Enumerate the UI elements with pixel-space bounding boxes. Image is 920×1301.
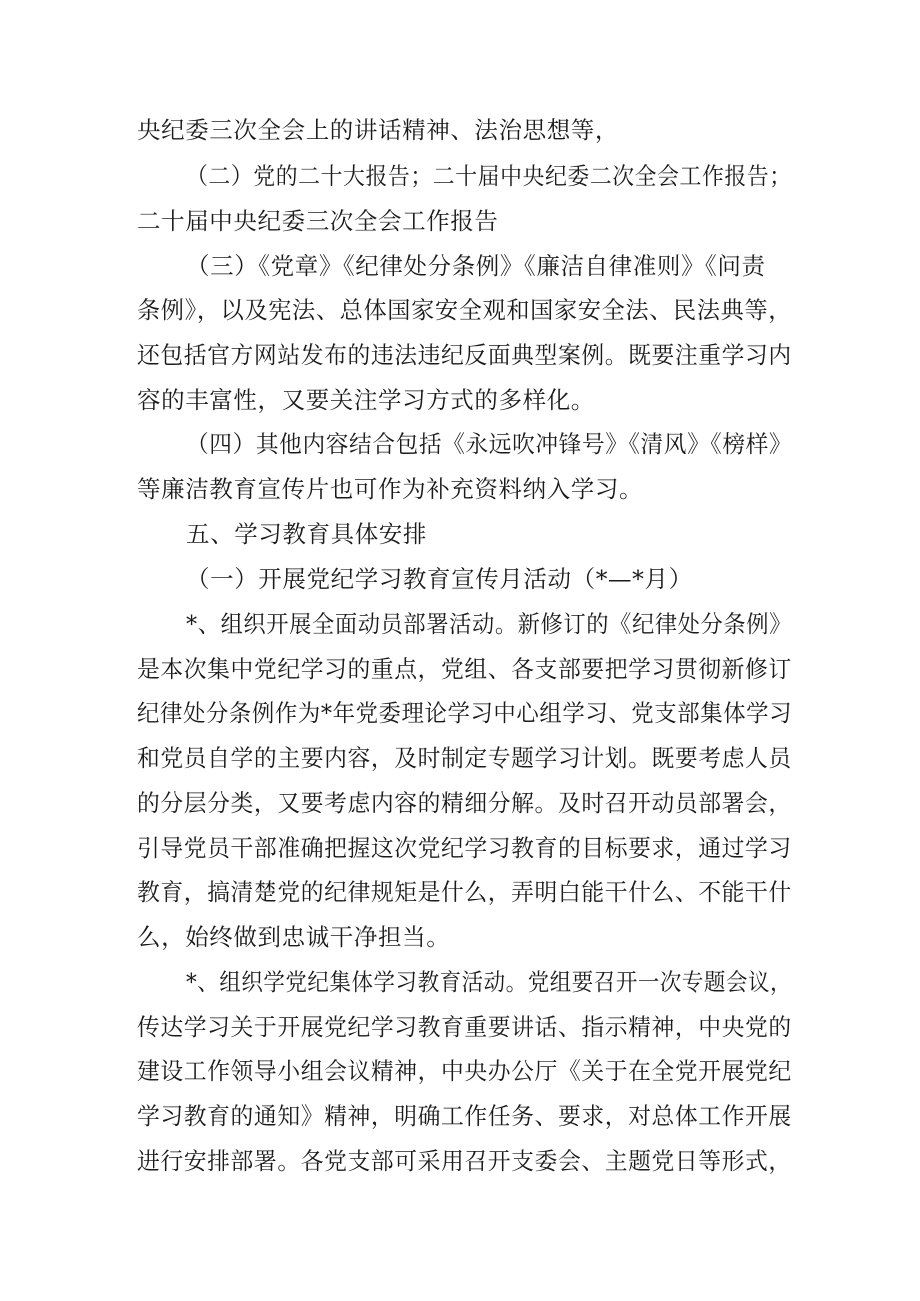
text-line-4: （三）《党章》《纪律处分条例》《廉洁自律准则》《问责 (186, 252, 766, 280)
text-line-1: 央纪委三次全会上的讲话精神、法治思想等， (137, 116, 619, 144)
text-line-8: （四）其他内容结合包括《永远吹冲锋号》《清风》《榜样》 (186, 430, 793, 458)
text-line-2: （二）党的二十大报告；二十届中央纪委二次全会工作报告； (186, 162, 792, 190)
text-line-15: 和党员自学的主要内容，及时制定专题学习计划。既要考虑人员 (137, 744, 792, 772)
text-line-12: *、组织开展全面动员部署活动。新修订的《纪律处分条例》 (186, 610, 792, 638)
text-line-14: 纪律处分条例作为*年党委理论学习中心组学习、党支部集体学习 (137, 699, 793, 727)
text-line-17: 引导党员干部准确把握这次党纪学习教育的目标要求，通过学习 (137, 834, 792, 862)
text-line-22: 建设工作领导小组会议精神，中央办公厅《关于在全党开展党纪 (137, 1057, 792, 1085)
text-line-21: 传达学习关于开展党纪学习教育重要讲话、指示精神，中央党的 (137, 1013, 792, 1041)
section-heading: 五、学习教育具体安排 (186, 520, 427, 548)
subsection-heading: （一）开展党纪学习教育宣传月活动（*—*月） (186, 565, 693, 593)
text-line-18: 教育，搞清楚党的纪律规矩是什么，弄明白能干什么、不能干什 (137, 878, 792, 906)
text-line-6: 还包括官方网站发布的违法违纪反面典型案例。既要注重学习内 (137, 341, 792, 369)
text-line-20: *、组织学党纪集体学习教育活动。党组要召开一次专题会议， (186, 968, 793, 996)
text-line-9: 等廉洁教育宣传片也可作为补充资料纳入学习。 (137, 475, 644, 503)
text-line-5: 条例》，以及宪法、总体国家安全观和国家安全法、民法典等， (137, 296, 793, 324)
text-line-23: 学习教育的通知》精神，明确工作任务、要求，对总体工作开展 (137, 1102, 792, 1130)
text-line-13: 是本次集中党纪学习的重点，党组、各支部要把学习贯彻新修订 (137, 655, 792, 683)
text-line-24: 进行安排部署。各党支部可采用召开支委会、主题党日等形式， (137, 1147, 792, 1175)
text-line-16: 的分层分类，又要考虑内容的精细分解。及时召开动员部署会， (137, 789, 792, 817)
text-line-7: 容的丰富性，又要关注学习方式的多样化。 (137, 386, 595, 414)
text-line-3: 二十届中央纪委三次全会工作报告 (137, 207, 499, 235)
text-line-19: 么，始终做到忠诚干净担当。 (137, 923, 451, 951)
